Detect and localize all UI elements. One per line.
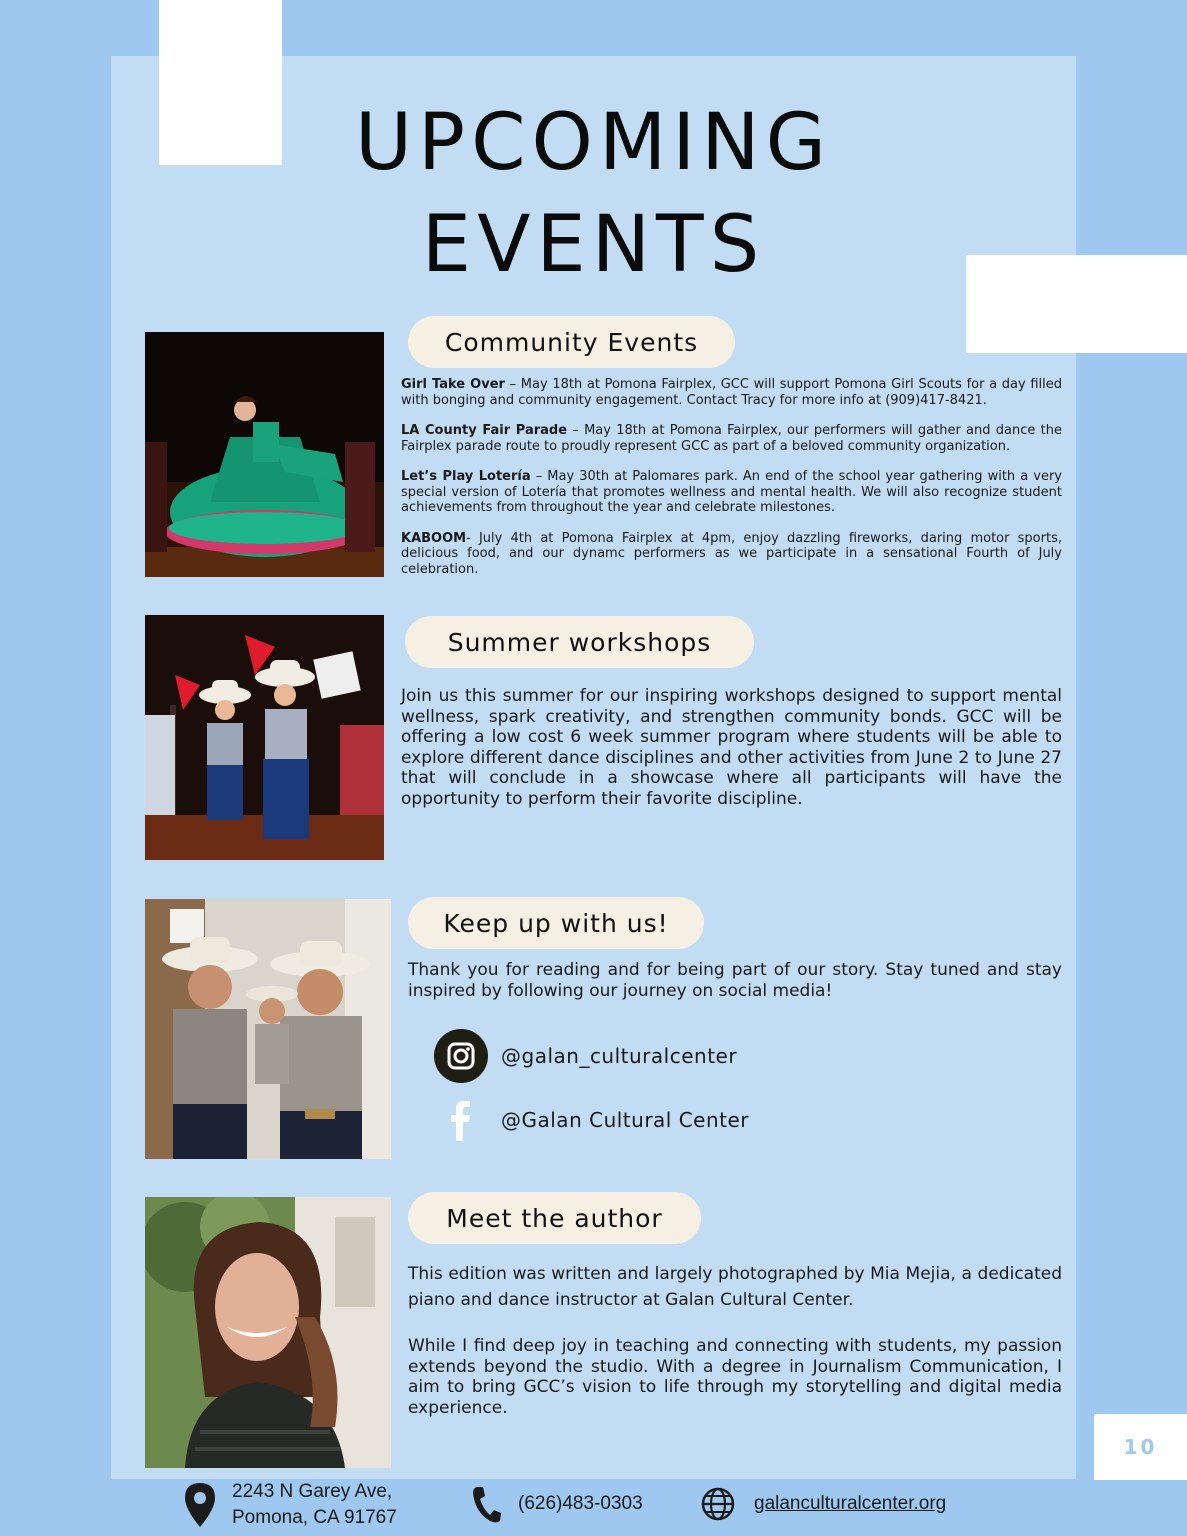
event-name: Girl Take Over: [401, 377, 505, 392]
footer-address: [183, 1479, 397, 1531]
cowboy-kids-photo: [145, 899, 391, 1159]
event-name: KABOOM: [401, 530, 467, 546]
website-link[interactable]: galanculturalcenter.org: [754, 1493, 947, 1514]
keep-up-heading: Keep up with us!: [408, 897, 704, 949]
author-paragraph-1: This edition was written and largely photographed by Mia Mejia, a dedicated piano and dance instructor at Galan Cultural Center.: [408, 1264, 1062, 1310]
facebook-handle: @Galan Cultural Center: [501, 1108, 750, 1132]
instagram-link[interactable]: [434, 1029, 737, 1083]
event-item: [401, 377, 1062, 408]
page-title-line1: UPCOMING: [354, 98, 833, 188]
author-paragraph-2: While I find deep joy in teaching and connecting with students, my passion extends beyond the studio. With a degree in Journalism Communication, I aim to bring GCC’s vision to life through my storytelling and digital media experience.: [408, 1336, 1062, 1418]
community-events-heading: Community Events: [408, 316, 735, 368]
facebook-link[interactable]: [434, 1093, 749, 1147]
event-name: LA County Fair Parade: [401, 423, 568, 438]
event-item: [401, 531, 1062, 578]
event-details: – May 18th at Pomona Fairplex, GCC will support Pomona Girl Scouts for a day filled with bonging and community engagement. Contact Tracy for more info at (909)417-8421.: [401, 377, 1062, 408]
page-title-line2: EVENTS: [421, 200, 766, 290]
dancer-photo: [145, 332, 384, 577]
event-details: – May 30th at Palomares park. An end of the school year gathering with a very special version of Lotería that promotes wellness and mental health. We will also recognize student achievements from throughout the year and celebrate milestones.: [401, 469, 1062, 515]
event-item: [401, 423, 1062, 454]
phone-icon: [470, 1484, 502, 1524]
facebook-icon: [434, 1093, 488, 1147]
address-line-1: 2243 N Garey Ave,: [232, 1481, 393, 1502]
page-number: 10: [1094, 1414, 1187, 1480]
event-details: - July 4th at Pomona Fairplex at 4pm, enjoy dazzling fireworks, daring motor sports, delicious food, and our dynamc performers as we participate in a sensational Fourth of July celebration.: [401, 530, 1062, 577]
phone-number: (626)483-0303: [518, 1493, 643, 1514]
event-item: [401, 469, 1062, 516]
event-details: – May 18th at Pomona Fairplex, our performers will gather and dance the Fairplex parade route to proudly represent GCC as part of a beloved community organization.: [401, 423, 1062, 454]
community-events-list: [401, 377, 1062, 592]
meet-author-heading: Meet the author: [408, 1192, 701, 1244]
summer-workshops-heading: Summer workshops: [405, 616, 754, 668]
globe-icon: [700, 1486, 736, 1522]
instagram-handle: @galan_culturalcenter: [501, 1044, 738, 1068]
footer-website[interactable]: [700, 1486, 946, 1522]
footer-phone[interactable]: [470, 1484, 643, 1524]
summer-workshops-body: Join us this summer for our inspiring workshops designed to support mental wellness, spark creativity, and strengthen community bonds. GCC will be offering a low cost 6 week summer program where students will be able to explore different dance disciplines and other activities from June 2 to June 27 that will conclude in a showcase where all participants will have the opportunity to perform their favorite discipline.: [401, 686, 1062, 809]
event-name: Let’s Play Lotería: [401, 469, 531, 484]
workshop-photo: [145, 615, 384, 860]
address-line-2: Pomona, CA 91767: [232, 1507, 397, 1528]
instagram-icon: [434, 1029, 488, 1083]
location-pin-icon: [183, 1481, 217, 1529]
author-photo: [145, 1197, 391, 1468]
keep-up-body: Thank you for reading and for being part of our story. Stay tuned and stay inspired by following our journey on social media!: [408, 960, 1062, 1001]
